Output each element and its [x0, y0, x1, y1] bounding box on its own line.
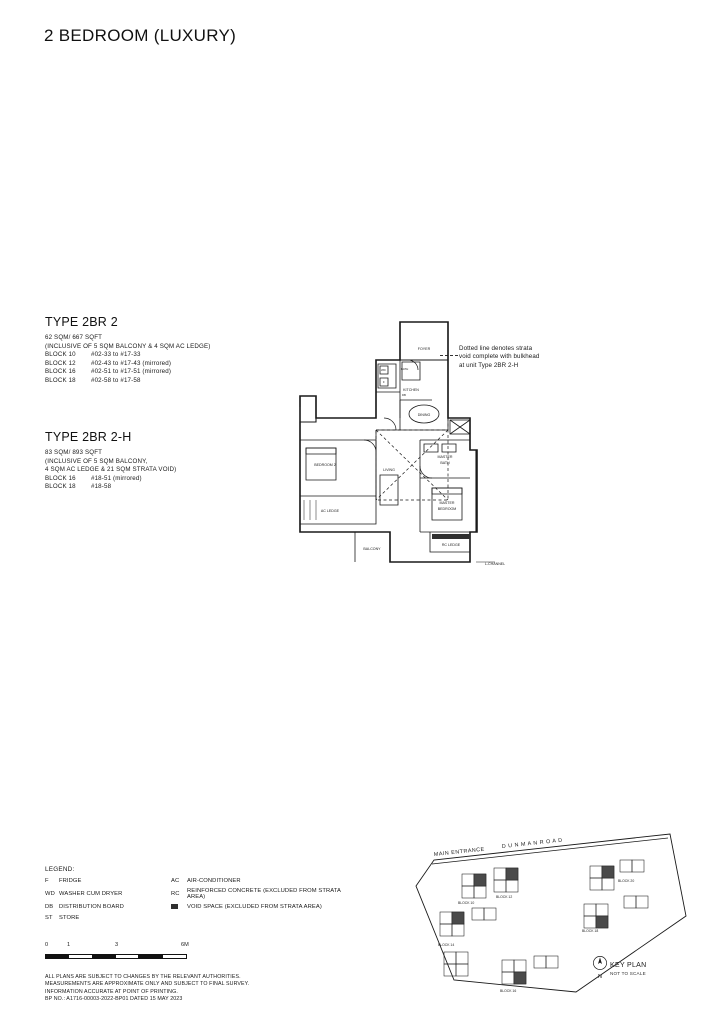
floorplan-drawing	[280, 300, 580, 590]
legend-abbr: RC	[171, 891, 180, 898]
room-label-balcony: BALCONY	[363, 547, 381, 551]
room-label-living: LIVING	[383, 468, 395, 472]
legend-void-swatch	[171, 904, 187, 910]
legend-desc: STORE	[59, 914, 80, 921]
block-name: BLOCK 18	[45, 483, 76, 491]
room-label-ac-ledge: AC LEDGE	[320, 509, 340, 513]
room-label-bedroom-2: BEDROOM 2	[314, 463, 336, 467]
type-block-2br-2	[45, 315, 211, 386]
keyplan-block-label: BLOCK 12	[496, 895, 513, 899]
disclaimer-line-3: INFORMATION ACCURATE AT POINT OF PRINTING.	[45, 988, 178, 995]
scale-segment	[163, 955, 186, 958]
disclaimer	[45, 974, 249, 1004]
key-plan-drawing	[398, 820, 698, 1005]
room-label-rc-ledge: RC LEDGE	[441, 543, 461, 547]
scale-tick-3: 6M	[181, 942, 189, 948]
legend-abbr: ST	[45, 914, 53, 921]
legend-abbr: DB	[45, 904, 54, 911]
legend-desc: FRIDGE	[59, 878, 82, 884]
block-units: #02-33 to #17-33	[91, 351, 141, 359]
north-arrow	[592, 955, 608, 979]
type-block-row	[45, 483, 176, 492]
room-label-kitchen: KITCHEN	[403, 388, 419, 392]
scale-tick-2: 3	[115, 942, 119, 948]
legend	[45, 866, 345, 921]
keyplan-road-label: D U N M A N R O A D	[501, 837, 563, 850]
type-area: 83 SQM/ 893 SQFT	[45, 449, 103, 456]
keyplan-block-label: BLOCK 10	[458, 901, 475, 905]
room-label-master-bedroom-2: BEDROOM	[437, 507, 457, 511]
fixture-label-f: F	[383, 380, 385, 384]
room-label-master-bath: MASTER	[437, 455, 453, 459]
scale-segment	[116, 955, 139, 958]
legend-abbr: F	[45, 878, 49, 884]
scale-bar	[45, 942, 195, 959]
block-units: #18-58	[91, 483, 112, 491]
legend-desc: VOID SPACE (EXCLUDED FROM STRATA AREA)	[187, 904, 322, 911]
north-label: N	[598, 974, 602, 980]
legend-desc: AIR-CONDITIONER	[187, 878, 241, 884]
disclaimer-line-1: ALL PLANS ARE SUBJECT TO CHANGES BY THE RELEVANT AUTHORITIES.	[45, 974, 241, 980]
scale-segment	[46, 955, 69, 958]
disclaimer-line-2: MEASUREMENTS ARE APPROXIMATE ONLY AND SUBJECT TO FINAL SURVEY.	[45, 981, 250, 988]
type-block-row	[45, 360, 211, 369]
north-arrow-icon	[592, 955, 608, 971]
type-block-row	[45, 351, 211, 360]
block-name: BLOCK 12	[45, 359, 76, 367]
type-inclusive-cont: 4 SQM AC LEDGE & 21 SQM STRATA VOID)	[45, 466, 177, 474]
type-block-2br-2h	[45, 430, 176, 492]
type-block-row	[45, 475, 176, 484]
type-area: 62 SQM/ 667 SQFT	[45, 334, 103, 341]
scale-segment	[93, 955, 116, 958]
scale-segment	[69, 955, 92, 958]
type-block-row	[45, 368, 211, 377]
scale-rule	[45, 954, 187, 959]
type-inclusive: (INCLUSIVE OF 5 SQM BALCONY & 4 SQM AC LEDGE)	[45, 342, 211, 350]
block-units: #18-51 (mirrored)	[91, 474, 142, 482]
block-name: BLOCK 16	[45, 474, 76, 482]
fixture-label-bath: BATH	[401, 367, 409, 371]
legend-desc: REINFORCED CONCRETE (EXCLUDED FROM STRATA AREA)	[187, 888, 341, 901]
scale-tick-labels	[45, 942, 195, 954]
room-label-l-channel: L-CHANNEL	[484, 562, 506, 566]
block-units: #02-58 to #17-58	[91, 376, 141, 384]
keyplan-block-label: BLOCK 16	[500, 989, 517, 993]
keyplan-main-entrance-label: MAIN ENTRANCE	[433, 846, 486, 858]
annotation-line-1: Dotted line denotes strata	[459, 345, 533, 352]
keyplan-block-label: BLOCK 14	[438, 943, 455, 947]
scale-tick-0: 0	[45, 942, 49, 948]
keyplan-title: KEY PLAN	[610, 962, 647, 969]
type-block-row	[45, 377, 211, 386]
fixture-label-db: DB	[402, 393, 406, 397]
annotation-line-3: at unit Type 2BR 2-H	[459, 361, 519, 369]
type-heading: TYPE 2BR 2-H	[45, 430, 132, 444]
legend-abbr: AC	[171, 878, 180, 884]
page-title: 2 BEDROOM (LUXURY)	[44, 26, 237, 45]
disclaimer-line-4: BP NO.: A1716-00003-2022-BP01 DATED 15 MAY 2023	[45, 996, 183, 1003]
legend-desc: WASHER CUM DRYER	[59, 891, 123, 898]
room-label-master-bedroom: MASTER	[439, 501, 455, 505]
type-inclusive: (INCLUSIVE OF 5 SQM BALCONY,	[45, 457, 148, 465]
block-name: BLOCK 18	[45, 376, 76, 384]
legend-title: LEGEND:	[45, 866, 75, 873]
scale-tick-1: 1	[67, 942, 71, 948]
block-name: BLOCK 10	[45, 351, 76, 359]
legend-desc: DISTRIBUTION BOARD	[59, 904, 124, 911]
legend-grid	[45, 878, 345, 921]
room-label-dining: DINING	[417, 413, 431, 417]
fixture-label-wd: WD	[381, 368, 386, 372]
annotation-line-2: void complete with bulkhead	[459, 353, 540, 361]
block-units: #02-51 to #17-51 (mirrored)	[91, 368, 172, 376]
keyplan-block-label: BLOCK 18	[582, 929, 599, 933]
keyplan-block-label: BLOCK 20	[618, 879, 635, 883]
type-heading: TYPE 2BR 2	[45, 315, 118, 329]
legend-abbr: WD	[45, 891, 55, 898]
block-name: BLOCK 16	[45, 368, 76, 376]
scale-segment	[139, 955, 162, 958]
keyplan-subtitle: NOT TO SCALE	[610, 971, 646, 976]
room-label-foyer: FOYER	[417, 347, 431, 351]
block-units: #02-43 to #17-43 (mirrored)	[91, 359, 172, 367]
room-label-master-bath-2: BATH	[440, 461, 450, 465]
